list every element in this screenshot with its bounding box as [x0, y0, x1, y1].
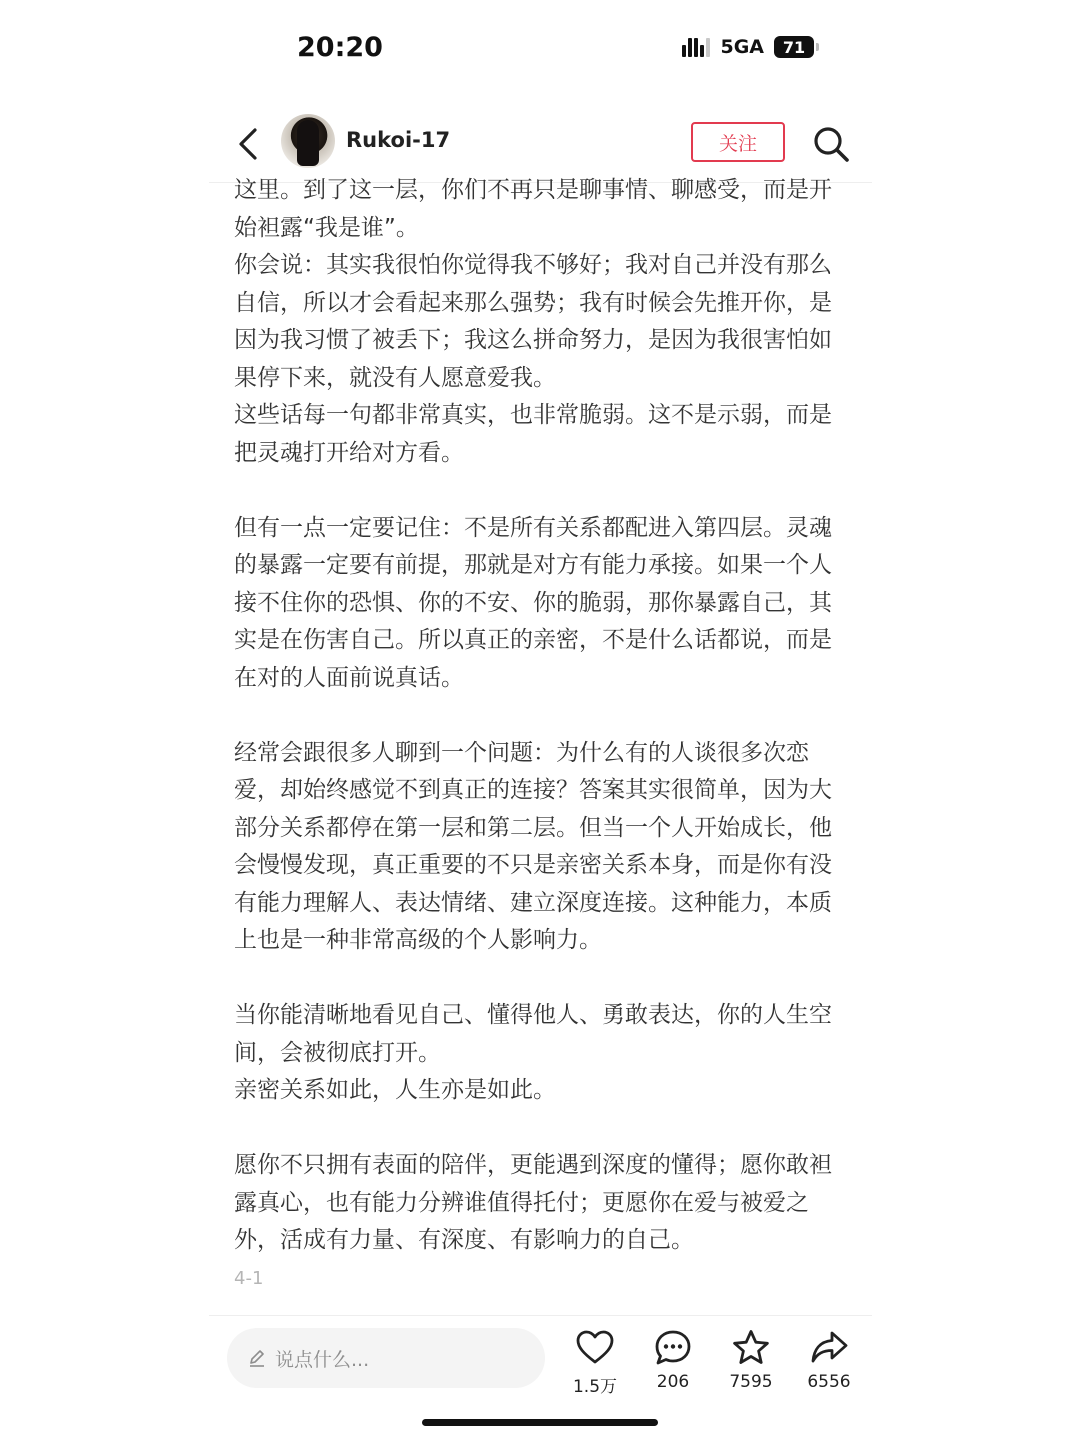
heart-icon: [575, 1328, 615, 1368]
paragraph: 愿你不只拥有表面的陪伴，更能遇到深度的懂得；愿你敢袒露真心，也有能力分辨谁值得托付；更愿你在爱与被爱之外，活成有力量、有深度、有影响力的自己。: [234, 1152, 832, 1253]
comment-placeholder: 说点什么...: [275, 1348, 370, 1371]
status-time: 20:20: [297, 32, 383, 63]
paragraph: 这里。到了这一层，你们不再只是聊事情、聊感受，而是开始袒露“我是谁”。: [234, 177, 832, 241]
share-count: 6556: [807, 1372, 851, 1392]
pencil-icon: [247, 1348, 267, 1368]
follow-button[interactable]: 关注: [691, 122, 785, 162]
back-arrow-icon[interactable]: [229, 122, 269, 166]
paragraph: 当你能清晰地看见自己、懂得他人、勇敢表达，你的人生空间，会被彻底打开。: [234, 1002, 832, 1066]
paragraph: 亲密关系如此，人生亦是如此。: [234, 1077, 556, 1103]
article-body: [234, 172, 844, 1260]
status-indicators: [682, 36, 814, 58]
avatar[interactable]: [281, 114, 335, 168]
like-count: 1.5万: [572, 1377, 618, 1397]
collect-button[interactable]: [719, 1328, 783, 1392]
signal-icon: [682, 38, 710, 57]
post-date: 4-1: [234, 1268, 264, 1289]
battery-icon: 71: [774, 36, 814, 58]
collect-count: 7595: [729, 1372, 773, 1392]
paragraph: 这些话每一句都非常真实，也非常脆弱。这不是示弱，而是把灵魂打开给对方看。: [234, 402, 832, 466]
search-icon[interactable]: [811, 124, 851, 164]
author-name[interactable]: Rukoi-17: [346, 128, 451, 152]
share-button[interactable]: [797, 1328, 861, 1392]
paragraph: 经常会跟很多人聊到一个问题：为什么有的人谈很多次恋爱，却始终感觉不到真正的连接？答案其实很简单，因为大部分关系都停在第一层和第二层。但当一个人开始成长，他会慢慢发现，真正重要的不只是亲密关系本身，而是你有没有能力理解人、表达情绪、建立深度连接。这种能力，本质上也是一种非常高级的个人影响力。: [234, 739, 832, 953]
home-indicator[interactable]: [422, 1419, 658, 1426]
phone-screen: [209, 0, 872, 1440]
comment-button[interactable]: [641, 1328, 705, 1392]
bottom-divider: [209, 1315, 872, 1316]
comment-input[interactable]: [227, 1328, 545, 1388]
share-icon: [809, 1328, 849, 1368]
star-icon: [731, 1328, 771, 1368]
comment-count: 206: [656, 1372, 690, 1392]
paragraph: 你会说：其实我很怕你觉得我不够好；我对自己并没有那么自信，所以才会看起来那么强势；我有时候会先推开你，是因为我习惯了被丢下；我这么拼命努力，是因为我很害怕如果停下来，就没有人愿意爱我。: [234, 252, 832, 391]
comment-icon: [653, 1328, 693, 1368]
like-button[interactable]: [563, 1328, 627, 1397]
network-type: 5GA: [720, 36, 764, 58]
paragraph: 但有一点一定要记住：不是所有关系都配进入第四层。灵魂的暴露一定要有前提，那就是对方有能力承接。如果一个人接不住你的恐惧、你的不安、你的脆弱，那你暴露自己，其实是在伤害自己。所以真正的亲密，不是什么话都说，而是在对的人面前说真话。: [234, 514, 832, 691]
